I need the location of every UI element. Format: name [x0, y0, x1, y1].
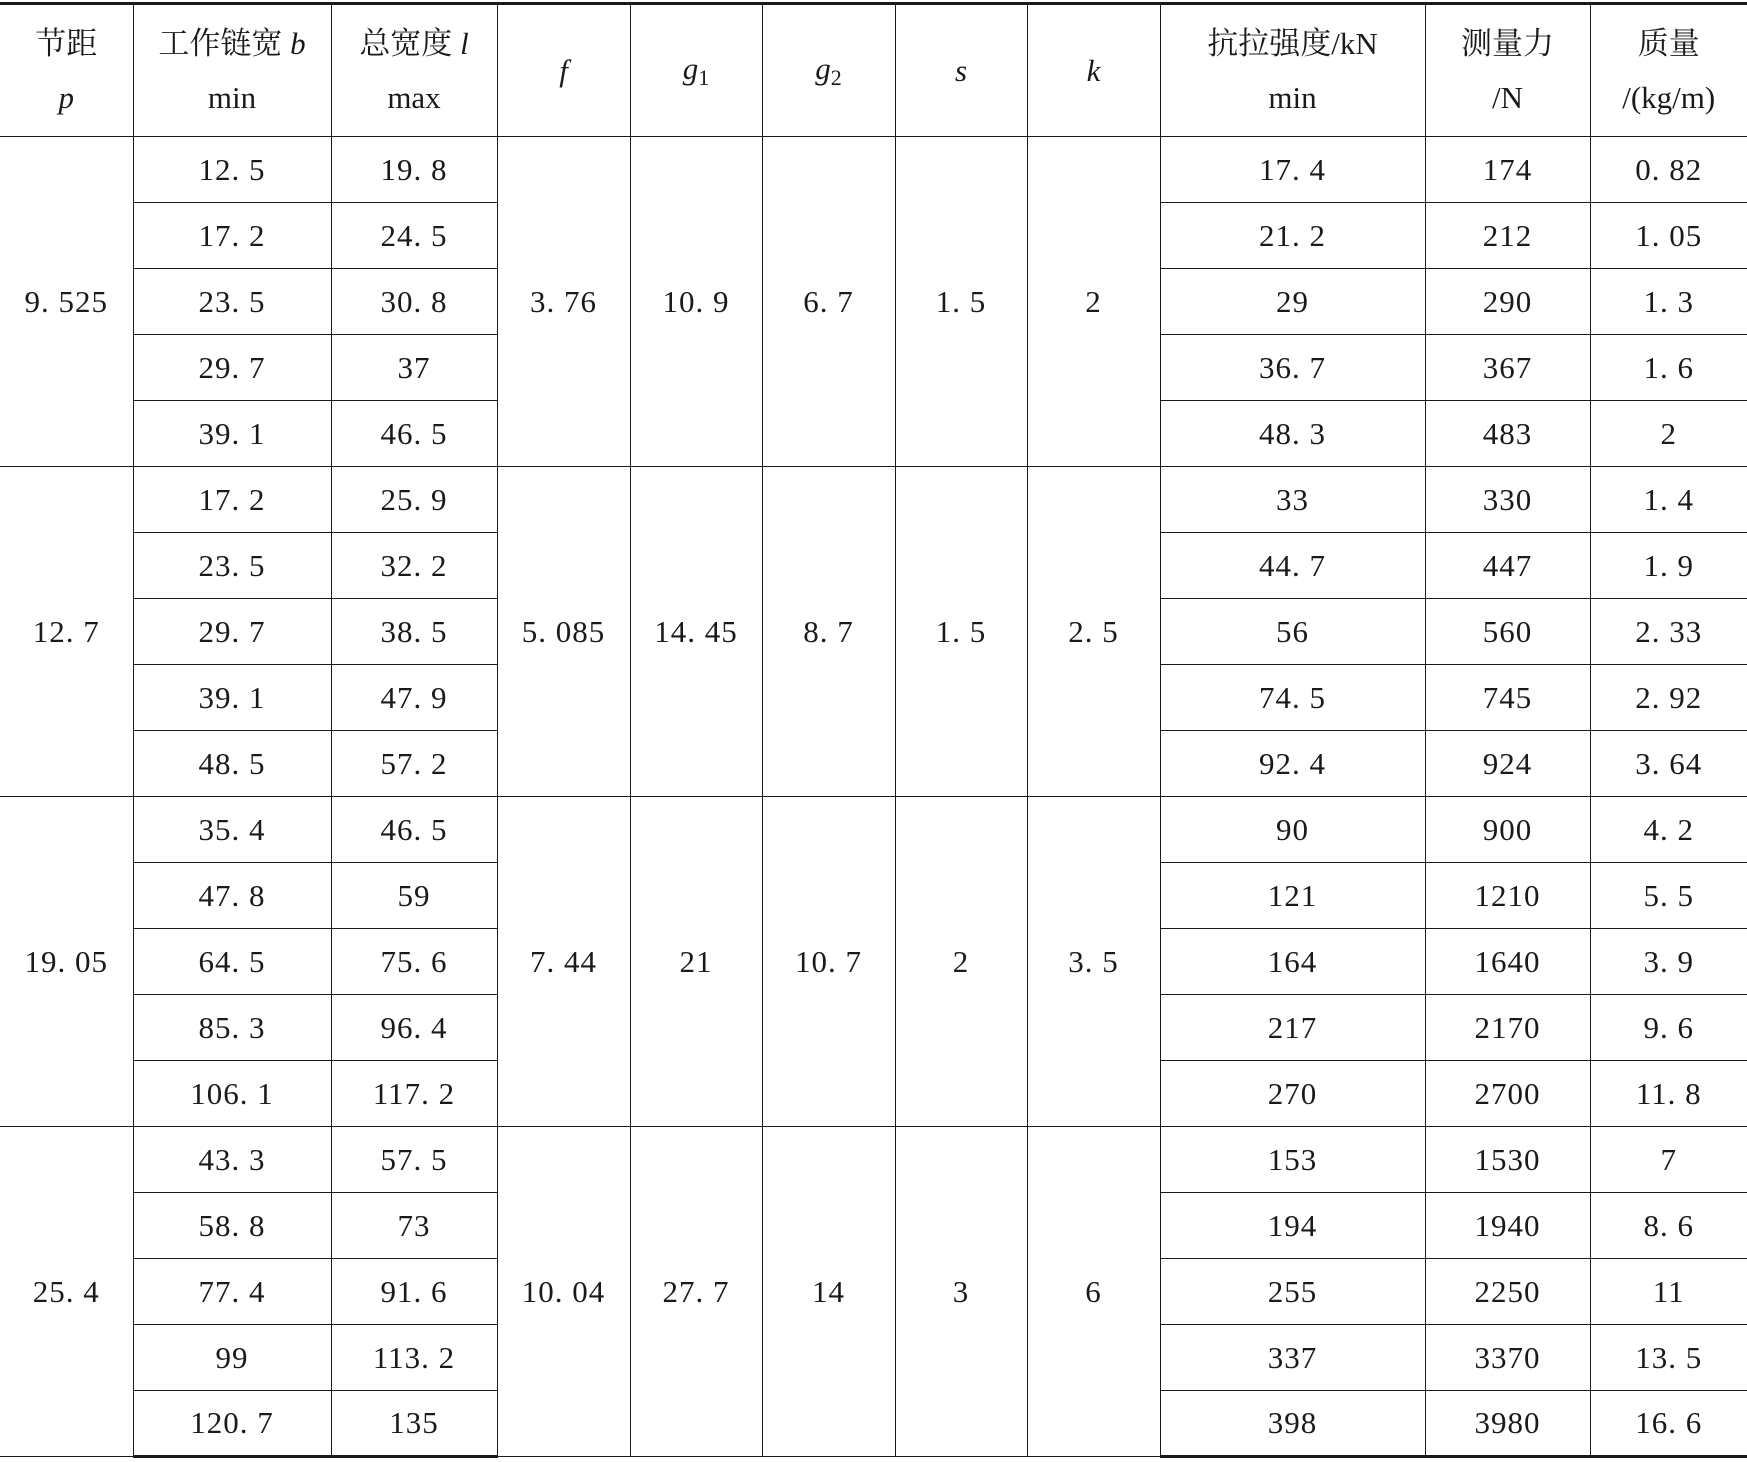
- working-width-cell: 99: [133, 1325, 331, 1391]
- mass-cell: 3. 64: [1590, 731, 1747, 797]
- mass-cell: 1. 9: [1590, 533, 1747, 599]
- total-width-cell: 57. 2: [331, 731, 497, 797]
- measuring-force-cell: 924: [1425, 731, 1590, 797]
- s-cell: 2: [895, 797, 1027, 1127]
- s-cell: 3: [895, 1127, 1027, 1457]
- table-body: [0, 137, 1747, 1457]
- tensile-strength-cell: 29: [1160, 269, 1425, 335]
- header-tensile: [1160, 4, 1425, 137]
- pitch-cell: 19. 05: [0, 797, 133, 1127]
- mass-cell: 8. 6: [1590, 1193, 1747, 1259]
- s-cell: 1. 5: [895, 467, 1027, 797]
- header-g1: [630, 4, 762, 137]
- k-cell: 2. 5: [1027, 467, 1160, 797]
- mass-cell: 2. 33: [1590, 599, 1747, 665]
- header-working-width: [133, 4, 331, 137]
- total-width-cell: 75. 6: [331, 929, 497, 995]
- tensile-strength-cell: 164: [1160, 929, 1425, 995]
- header-total-width: [331, 4, 497, 137]
- table-row: [0, 797, 1747, 863]
- s-cell: 1. 5: [895, 137, 1027, 467]
- total-width-cell: 59: [331, 863, 497, 929]
- working-width-cell: 106. 1: [133, 1061, 331, 1127]
- table-row: [0, 1127, 1747, 1193]
- header-force-unit: /N: [1492, 79, 1523, 115]
- mass-cell: 11: [1590, 1259, 1747, 1325]
- tensile-strength-cell: 36. 7: [1160, 335, 1425, 401]
- total-width-cell: 37: [331, 335, 497, 401]
- header-row: [0, 4, 1747, 137]
- measuring-force-cell: 3370: [1425, 1325, 1590, 1391]
- measuring-force-cell: 367: [1425, 335, 1590, 401]
- spec-table: [0, 2, 1747, 1458]
- working-width-cell: 120. 7: [133, 1391, 331, 1457]
- k-cell: 6: [1027, 1127, 1160, 1457]
- working-width-cell: 47. 8: [133, 863, 331, 929]
- header-working-width-label: 工作链宽: [158, 25, 291, 61]
- tensile-strength-cell: 194: [1160, 1193, 1425, 1259]
- mass-cell: 1. 3: [1590, 269, 1747, 335]
- total-width-cell: 57. 5: [331, 1127, 497, 1193]
- mass-cell: 13. 5: [1590, 1325, 1747, 1391]
- measuring-force-cell: 900: [1425, 797, 1590, 863]
- working-width-cell: 23. 5: [133, 533, 331, 599]
- measuring-force-cell: 483: [1425, 401, 1590, 467]
- header-mass: [1590, 4, 1747, 137]
- tensile-strength-cell: 270: [1160, 1061, 1425, 1127]
- tensile-strength-cell: 121: [1160, 863, 1425, 929]
- tensile-strength-cell: 398: [1160, 1391, 1425, 1457]
- total-width-cell: 30. 8: [331, 269, 497, 335]
- tensile-strength-cell: 56: [1160, 599, 1425, 665]
- pitch-cell: 12. 7: [0, 467, 133, 797]
- total-width-cell: 19. 8: [331, 137, 497, 203]
- header-total-width-symbol: l: [460, 25, 469, 61]
- measuring-force-cell: 330: [1425, 467, 1590, 533]
- header-working-width-qualifier: min: [207, 79, 257, 115]
- mass-cell: 4. 2: [1590, 797, 1747, 863]
- header-tensile-label: 抗拉强度/kN: [1207, 25, 1378, 61]
- working-width-cell: 48. 5: [133, 731, 331, 797]
- header-pitch-symbol: p: [58, 79, 74, 115]
- tensile-strength-cell: 337: [1160, 1325, 1425, 1391]
- header-g2-subscript: 2: [830, 64, 842, 90]
- g2-cell: 10. 7: [762, 797, 895, 1127]
- table-header: [0, 4, 1747, 137]
- f-cell: 7. 44: [497, 797, 630, 1127]
- measuring-force-cell: 447: [1425, 533, 1590, 599]
- f-cell: 5. 085: [497, 467, 630, 797]
- total-width-cell: 96. 4: [331, 995, 497, 1061]
- working-width-cell: 29. 7: [133, 599, 331, 665]
- tensile-strength-cell: 74. 5: [1160, 665, 1425, 731]
- total-width-cell: 46. 5: [331, 797, 497, 863]
- table-row: [0, 467, 1747, 533]
- measuring-force-cell: 560: [1425, 599, 1590, 665]
- measuring-force-cell: 1530: [1425, 1127, 1590, 1193]
- total-width-cell: 113. 2: [331, 1325, 497, 1391]
- header-pitch: [0, 4, 133, 137]
- table-row: [0, 137, 1747, 203]
- total-width-cell: 135: [331, 1391, 497, 1457]
- g1-cell: 14. 45: [630, 467, 762, 797]
- tensile-strength-cell: 21. 2: [1160, 203, 1425, 269]
- tensile-strength-cell: 153: [1160, 1127, 1425, 1193]
- pitch-cell: 9. 525: [0, 137, 133, 467]
- tensile-strength-cell: 44. 7: [1160, 533, 1425, 599]
- header-g2-symbol: g: [815, 50, 831, 86]
- tensile-strength-cell: 17. 4: [1160, 137, 1425, 203]
- total-width-cell: 91. 6: [331, 1259, 497, 1325]
- header-mass-label: 质量: [1637, 25, 1700, 61]
- header-mass-unit: /(kg/m): [1622, 79, 1716, 115]
- mass-cell: 0. 82: [1590, 137, 1747, 203]
- measuring-force-cell: 1210: [1425, 863, 1590, 929]
- mass-cell: 1. 6: [1590, 335, 1747, 401]
- tensile-strength-cell: 255: [1160, 1259, 1425, 1325]
- g2-cell: 6. 7: [762, 137, 895, 467]
- working-width-cell: 85. 3: [133, 995, 331, 1061]
- working-width-cell: 64. 5: [133, 929, 331, 995]
- pitch-cell: 25. 4: [0, 1127, 133, 1457]
- mass-cell: 3. 9: [1590, 929, 1747, 995]
- f-cell: 3. 76: [497, 137, 630, 467]
- measuring-force-cell: 745: [1425, 665, 1590, 731]
- k-cell: 2: [1027, 137, 1160, 467]
- g2-cell: 8. 7: [762, 467, 895, 797]
- total-width-cell: 117. 2: [331, 1061, 497, 1127]
- total-width-cell: 47. 9: [331, 665, 497, 731]
- mass-cell: 9. 6: [1590, 995, 1747, 1061]
- measuring-force-cell: 212: [1425, 203, 1590, 269]
- mass-cell: 2: [1590, 401, 1747, 467]
- header-g1-symbol: g: [682, 50, 699, 86]
- working-width-cell: 17. 2: [133, 203, 331, 269]
- header-s: s: [895, 4, 1027, 137]
- header-f: f: [497, 4, 630, 137]
- mass-cell: 16. 6: [1590, 1391, 1747, 1457]
- measuring-force-cell: 1940: [1425, 1193, 1590, 1259]
- total-width-cell: 25. 9: [331, 467, 497, 533]
- tensile-strength-cell: 90: [1160, 797, 1425, 863]
- k-cell: 3. 5: [1027, 797, 1160, 1127]
- tensile-strength-cell: 48. 3: [1160, 401, 1425, 467]
- working-width-cell: 35. 4: [133, 797, 331, 863]
- mass-cell: 5. 5: [1590, 863, 1747, 929]
- header-tensile-qualifier: min: [1268, 79, 1317, 115]
- measuring-force-cell: 1640: [1425, 929, 1590, 995]
- header-g2: [762, 4, 895, 137]
- measuring-force-cell: 3980: [1425, 1391, 1590, 1457]
- total-width-cell: 24. 5: [331, 203, 497, 269]
- header-force-label: 测量力: [1461, 25, 1554, 61]
- g2-cell: 14: [762, 1127, 895, 1457]
- header-total-width-qualifier: max: [387, 79, 441, 115]
- header-k: k: [1027, 4, 1160, 137]
- working-width-cell: 29. 7: [133, 335, 331, 401]
- header-working-width-symbol: b: [290, 25, 306, 61]
- header-force: [1425, 4, 1590, 137]
- mass-cell: 1. 4: [1590, 467, 1747, 533]
- working-width-cell: 39. 1: [133, 665, 331, 731]
- f-cell: 10. 04: [497, 1127, 630, 1457]
- working-width-cell: 39. 1: [133, 401, 331, 467]
- measuring-force-cell: 174: [1425, 137, 1590, 203]
- measuring-force-cell: 2700: [1425, 1061, 1590, 1127]
- measuring-force-cell: 2170: [1425, 995, 1590, 1061]
- g1-cell: 10. 9: [630, 137, 762, 467]
- g1-cell: 21: [630, 797, 762, 1127]
- tensile-strength-cell: 33: [1160, 467, 1425, 533]
- working-width-cell: 43. 3: [133, 1127, 331, 1193]
- working-width-cell: 77. 4: [133, 1259, 331, 1325]
- header-g1-subscript: 1: [698, 64, 710, 90]
- working-width-cell: 58. 8: [133, 1193, 331, 1259]
- tensile-strength-cell: 217: [1160, 995, 1425, 1061]
- mass-cell: 2. 92: [1590, 665, 1747, 731]
- header-total-width-label: 总宽度: [359, 25, 461, 61]
- header-pitch-label: 节距: [35, 25, 98, 61]
- mass-cell: 1. 05: [1590, 203, 1747, 269]
- measuring-force-cell: 2250: [1425, 1259, 1590, 1325]
- total-width-cell: 46. 5: [331, 401, 497, 467]
- working-width-cell: 23. 5: [133, 269, 331, 335]
- mass-cell: 11. 8: [1590, 1061, 1747, 1127]
- measuring-force-cell: 290: [1425, 269, 1590, 335]
- total-width-cell: 32. 2: [331, 533, 497, 599]
- working-width-cell: 12. 5: [133, 137, 331, 203]
- working-width-cell: 17. 2: [133, 467, 331, 533]
- tensile-strength-cell: 92. 4: [1160, 731, 1425, 797]
- total-width-cell: 38. 5: [331, 599, 497, 665]
- total-width-cell: 73: [331, 1193, 497, 1259]
- g1-cell: 27. 7: [630, 1127, 762, 1457]
- mass-cell: 7: [1590, 1127, 1747, 1193]
